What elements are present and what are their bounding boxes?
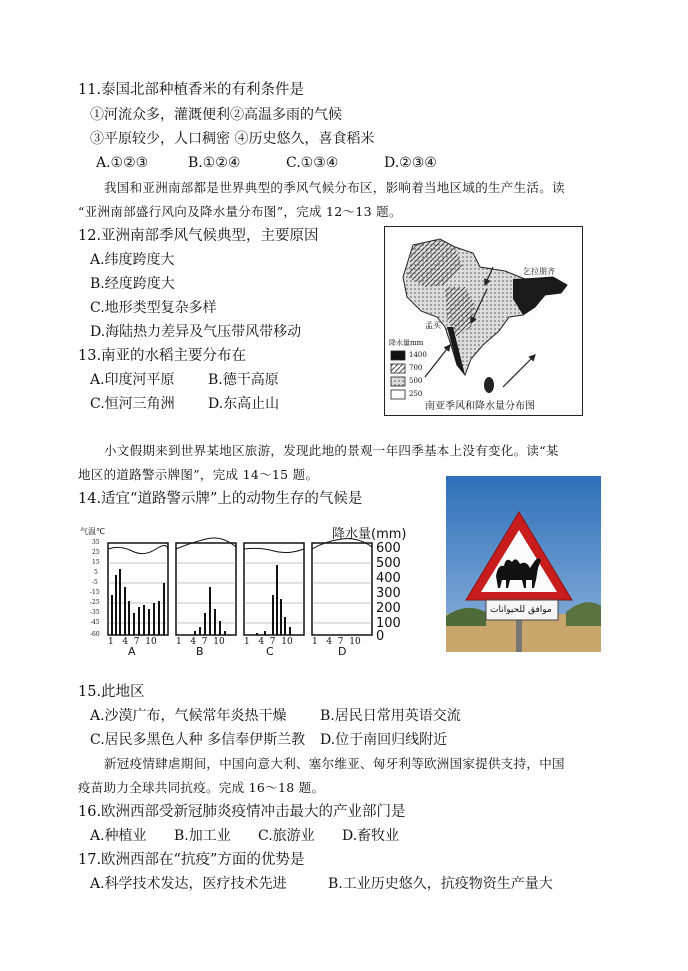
q16-option-c[interactable]: C.旅游业 [258, 828, 315, 844]
q16-options [90, 826, 399, 846]
temp-tick: 5 [94, 569, 98, 576]
temp-tick: -5 [92, 579, 98, 586]
intro3-line1: 新冠疫情肆虐期间，中国向意大利、塞尔维亚、匈牙利等欧洲国家提供支持，中国 [104, 756, 565, 771]
q16-stem: 16.欧洲西部受新冠肺炎疫情冲击最大的产业部门是 [78, 804, 406, 820]
q11-option-b[interactable]: B.①②④ [188, 155, 241, 171]
q11-stem: 11.泰国北部种植香米的有利条件是 [78, 82, 305, 98]
q13-option-b[interactable]: B.德干高原 [208, 372, 279, 388]
q11-line2: ③平原较少，人口稠密 ④历史悠久，喜食稻米 [90, 131, 375, 147]
q15-stem: 15.此地区 [78, 684, 145, 700]
q15-option-a[interactable]: A.沙漠广布，气候常年炎热干燥 [90, 708, 287, 724]
q11-option-c[interactable]: C.①③④ [286, 155, 339, 171]
temp-tick: -35 [90, 609, 100, 616]
q13-option-d[interactable]: D.东高止山 [208, 396, 280, 412]
precip-tick: 300 [376, 586, 401, 601]
precip-axis-label: 降水量(mm) [332, 527, 407, 542]
map-legend-250: 250 [409, 390, 423, 398]
chart-b-months: 1 4 7 10 [176, 637, 225, 647]
precip-tick: 500 [376, 556, 401, 571]
temp-tick: -45 [90, 619, 100, 626]
temp-tick: -15 [90, 589, 100, 596]
intro2-line1: 小文假期来到世界某地区旅游，发现此地的景观一年四季基本上没有变化。读“某 [104, 443, 559, 458]
q11-option-d[interactable]: D.②③④ [384, 155, 437, 171]
temp-tick: 25 [92, 549, 100, 556]
q15-option-c[interactable]: C.居民多黑色人种 多信奉伊斯兰教 [90, 732, 306, 748]
q11-option-a[interactable]: A.①②③ [96, 155, 149, 171]
q12-option-c[interactable]: C.地形类型复杂多样 [90, 300, 217, 316]
intro2-line2: 地区的道路警示牌图”，完成 14～15 题。 [78, 467, 319, 482]
temp-tick: -60 [90, 631, 100, 638]
map-legend-1400: 1400 [409, 351, 427, 359]
climate-chart-d [312, 539, 372, 635]
climate-charts [80, 527, 430, 665]
q16-option-b[interactable]: B.加工业 [174, 828, 231, 844]
road-sign-photo [446, 476, 601, 652]
map-drawing [385, 227, 582, 415]
precip-tick: 600 [376, 541, 401, 556]
chart-letter-a: A [128, 645, 136, 658]
precip-tick: 400 [376, 571, 401, 586]
intro1-line2: “亚洲南部盛行风向及降水量分布图”，完成 12～13 题。 [78, 204, 402, 219]
temp-tick: -25 [90, 599, 100, 606]
map-legend-700: 700 [409, 364, 423, 372]
q11-line1: ①河流众多，灌溉便利②高温多雨的气候 [90, 107, 342, 123]
q11-options [96, 153, 437, 173]
map-label-mumbai: 孟买 [425, 321, 441, 330]
precip-tick: 100 [376, 616, 401, 631]
south-asia-monsoon-map [384, 226, 583, 416]
intro1-line1: 我国和亚洲南部都是世界典型的季风气候分布区，影响着当地区域的生产生活。读 [104, 180, 565, 195]
precip-tick: 200 [376, 601, 401, 616]
q12-stem: 12.亚洲南部季风气候典型，主要原因 [78, 228, 319, 244]
q14-stem: 14.适宜“道路警示牌”上的动物生存的气候是 [78, 491, 363, 507]
q13-stem: 13.南亚的水稻主要分布在 [78, 348, 247, 364]
chart-letter-d: D [338, 645, 347, 658]
q13-option-a[interactable]: A.印度河平原 [90, 372, 175, 388]
q17-option-b[interactable]: B.工业历史悠久，抗疫物资生产量大 [328, 876, 553, 892]
chart-letter-b: B [196, 645, 204, 658]
map-legend-title: 降水量mm [389, 339, 424, 347]
chart-d-months: 1 4 7 10 [312, 637, 361, 647]
road-sign-drawing [446, 476, 601, 652]
q15-option-d[interactable]: D.位于南回归线附近 [320, 732, 448, 748]
map-caption: 南亚季风和降水量分布图 [425, 401, 535, 412]
temp-axis-label: 气温℃ [80, 527, 105, 536]
sign-arabic-text: موافق للحيوانات [490, 605, 552, 615]
q16-option-d[interactable]: D.畜牧业 [342, 828, 400, 844]
climate-chart-b [176, 538, 236, 635]
chart-c-months: 1 4 7 10 [244, 637, 293, 647]
q12-option-d[interactable]: D.海陆热力差异及气压带风带移动 [90, 324, 302, 340]
q13-option-c[interactable]: C.恒河三角洲 [90, 396, 175, 412]
climate-chart-c [244, 543, 304, 635]
q12-option-a[interactable]: A.纬度跨度大 [90, 252, 175, 268]
q16-option-a[interactable]: A.种植业 [90, 828, 147, 844]
chart-letter-c: C [266, 645, 274, 658]
chart-a-months: 1 4 7 10 [108, 637, 157, 647]
map-legend-500: 500 [409, 377, 423, 385]
intro3-line2: 疫苗助力全球共同抗疫。完成 16～18 题。 [78, 780, 325, 795]
temp-tick: 15 [92, 559, 100, 566]
climate-chart-a [108, 543, 168, 635]
temp-tick: 35 [92, 539, 100, 546]
precip-tick: 0 [376, 629, 385, 644]
q15-option-b[interactable]: B.居民日常用英语交流 [320, 708, 461, 724]
q17-option-a[interactable]: A.科学技术发达，医疗技术先进 [90, 876, 287, 892]
q17-stem: 17.欧洲西部在“抗疫”方面的优势是 [78, 852, 305, 868]
map-label-cherrapunji: 乞拉朋齐 [523, 267, 555, 276]
q12-option-b[interactable]: B.经度跨度大 [90, 276, 175, 292]
